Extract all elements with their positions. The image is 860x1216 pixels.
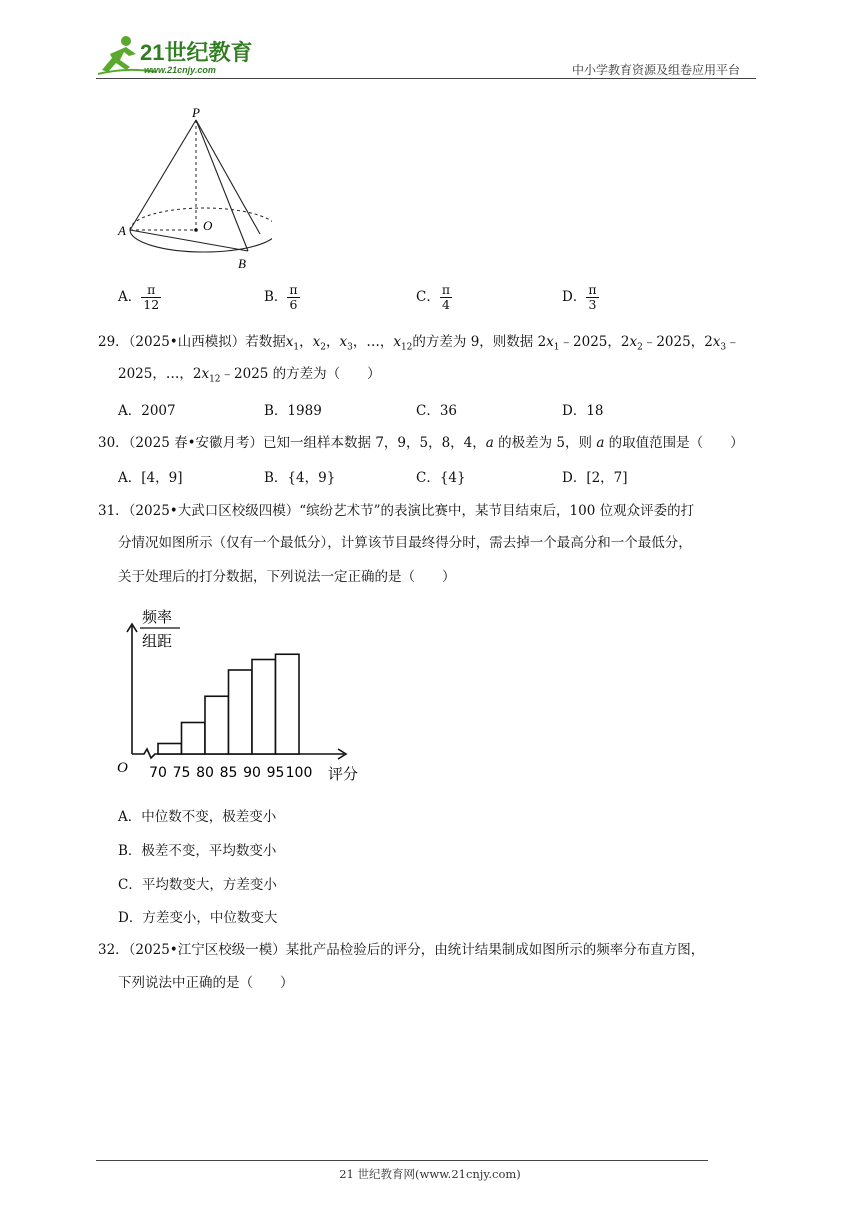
cone-figure	[112, 104, 272, 274]
q30-text: 30．（2025 春•安徽月考）已知一组样本数据 7，9，5，8，4，a 的极差为 5，则 a 的取值范围是（ ）	[98, 435, 744, 451]
footer-text: 21 世纪教育网(www.21cnjy.com)	[339, 1167, 521, 1181]
q28-option-c[interactable]: C． $\frac{\pi}{4}$	[416, 282, 451, 312]
q30-option-c[interactable]: C．{4}	[416, 470, 466, 486]
header-divider	[96, 78, 756, 79]
x-label: 评分	[328, 765, 359, 783]
histogram-chart	[114, 602, 364, 788]
header-platform-text: 中小学教育资源及组卷应用平台	[572, 63, 741, 77]
y-label-bottom: 组距	[142, 632, 173, 650]
q30-option-b[interactable]: B．{4，9}	[264, 470, 336, 486]
q30-option-a[interactable]: A．[4，9]	[118, 470, 183, 486]
origin-label: O	[117, 760, 128, 776]
histogram-bar-85-90	[229, 670, 253, 754]
q31-line1: 31．（2025•大武口区校级四模）“缤纷艺术节”的表演比赛中，某节目结束后，100 位观众评委的打	[98, 503, 695, 519]
q29-option-d[interactable]: D．18	[562, 403, 604, 419]
q31-option-d[interactable]: D．方差变小，中位数变大	[118, 910, 278, 926]
q29-option-a[interactable]: A．2007	[118, 403, 176, 419]
logo-text: 21世纪教育	[140, 40, 253, 65]
histogram-svg	[114, 602, 364, 788]
histogram-bar-95-100	[276, 654, 300, 754]
q28-option-a[interactable]: A． $\frac{\pi}{12}$	[118, 282, 160, 312]
q31-option-c[interactable]: C．平均数变大，方差变小	[118, 877, 277, 893]
q31-option-b[interactable]: B．极差不变，平均数变小	[118, 843, 277, 859]
x-tick-label-100: 100	[285, 765, 313, 781]
x-tick-label-90: 90	[243, 765, 261, 781]
x-tick-label-85: 85	[219, 765, 238, 781]
q29-option-c[interactable]: C．36	[416, 403, 458, 419]
q29-line1: 29．（2025•山西模拟）若数据$x_1$，$x_2$，$x_3$，…，$x_{12}$的方差为 9，则数据 $2x_1﹣2025$，$2x_2﹣2025$，$2x_3﹣$	[98, 334, 740, 353]
histogram-bar-90-95	[252, 660, 276, 755]
runner-logo-icon	[96, 34, 256, 80]
x-tick-label-95: 95	[266, 765, 285, 781]
x-tick-label-75: 75	[172, 765, 191, 781]
histogram-bar-80-85	[205, 696, 229, 754]
q28-option-d[interactable]: D． $\frac{\pi}{3}$	[562, 282, 597, 312]
x-tick-label-70: 70	[149, 765, 167, 781]
q32-line2: 下列说法中正确的是（ ）	[118, 975, 294, 991]
label-P: P	[192, 105, 200, 120]
q29-line2: 2025，…，$2x_{12}﹣2025$ 的方差为（ ）	[118, 366, 381, 385]
footer-divider	[96, 1160, 708, 1161]
q30-option-d[interactable]: D．[2，7]	[562, 470, 628, 486]
logo-url: www.21cnjy.com	[144, 65, 216, 75]
histogram-bar-70-75	[158, 744, 182, 755]
site-logo	[96, 34, 256, 80]
label-O: O	[203, 218, 213, 233]
x-tick-label-80: 80	[196, 765, 214, 781]
histogram-bar-75-80	[182, 723, 206, 755]
q29-option-b[interactable]: B．1989	[264, 403, 322, 419]
q31-line2: 分情况如图所示（仅有一个最低分），计算该节目最终得分时，需去掉一个最高分和一个最低分，	[118, 535, 692, 551]
q31-line3: 关于处理后的打分数据，下列说法一定正确的是（ ）	[118, 569, 456, 585]
y-label-top: 频率	[142, 608, 173, 626]
q32-line1: 32．（2025•江宁区校级一模）某批产品检验后的评分，由统计结果制成如图所示的频率分布直方图，	[98, 942, 705, 958]
label-A: A	[118, 223, 126, 238]
q31-option-a[interactable]: A．中位数不变，极差变小	[118, 809, 277, 825]
q28-option-b[interactable]: B． $\frac{\pi}{6}$	[264, 282, 298, 312]
label-B: B	[238, 256, 246, 271]
